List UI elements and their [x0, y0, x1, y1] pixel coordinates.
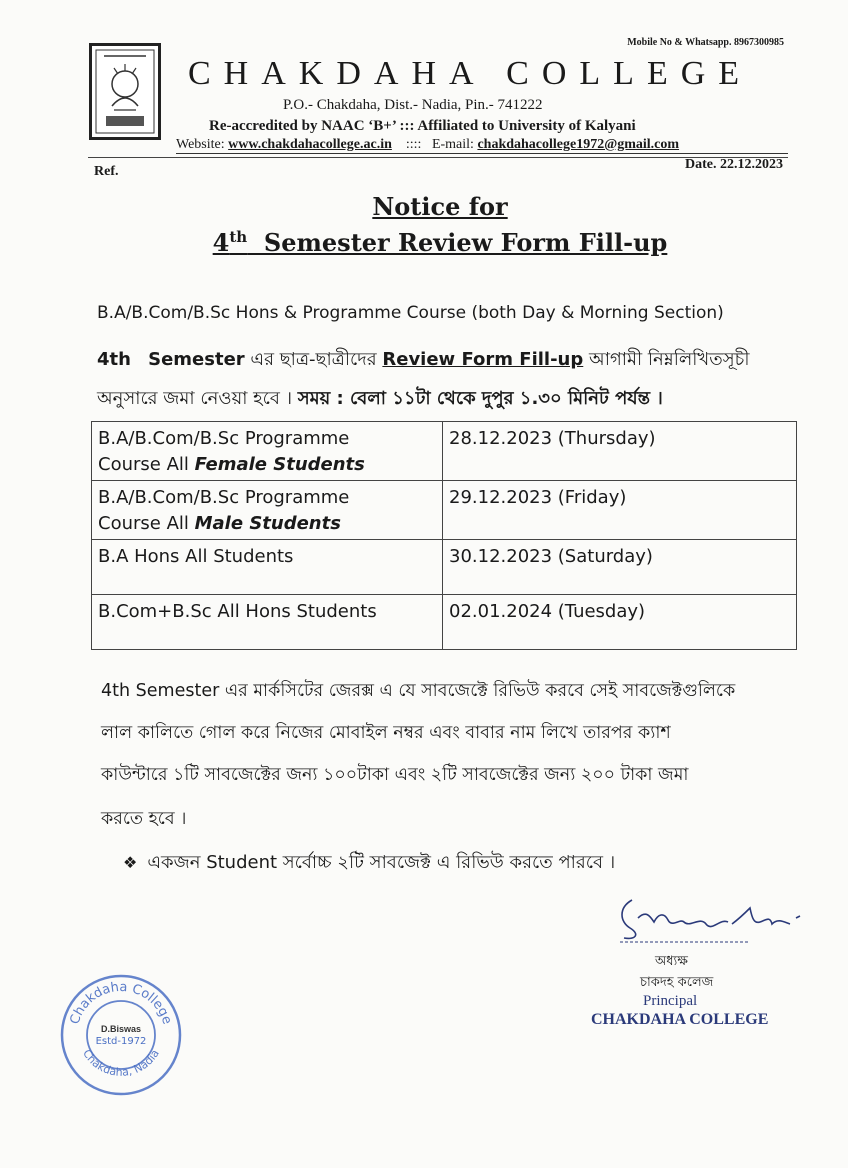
- course-cell: [92, 422, 443, 481]
- course-line1: B.A/B.Com/B.Sc Programme: [98, 487, 350, 508]
- website-link[interactable]: www.chakdahacollege.ac.in: [228, 137, 392, 152]
- seal-top-text: Chakdaha College: [67, 979, 175, 1027]
- seal-estd: Estd-1972: [95, 1036, 147, 1047]
- notice-date: Date. 22.12.2023: [685, 157, 783, 172]
- instruction-line: করতে হবে ।: [101, 809, 187, 829]
- svg-text:Chakdaha, Nadia: [80, 1047, 162, 1079]
- seal-name: D.Biswas: [100, 1024, 142, 1034]
- signatory-college: CHAKDAHA COLLEGE: [591, 1011, 769, 1028]
- instruction-line: লাল কালিতে গোল করে নিজের মোবাইল নম্বর এবং বাবার নাম লিখে তারপর ক্যাশ: [101, 723, 671, 743]
- principal-title: Principal: [643, 993, 698, 1009]
- date-cell: 30.12.2023 (Saturday): [443, 540, 797, 595]
- college-address: P.O.- Chakdaha, Dist.- Nadia, Pin.- 741222: [283, 97, 543, 113]
- review-form-label: Review Form Fill-up: [382, 349, 584, 370]
- principal-title-bn: অধ্যক্ষ: [655, 954, 688, 969]
- reference-label: Ref.: [94, 164, 119, 179]
- semester-paragraph: [97, 345, 750, 376]
- notice-title: Notice for: [372, 192, 508, 221]
- course-paragraph: B.A/B.Com/B.Sc Hons & Programme Course (both Day & Morning Section): [97, 303, 724, 323]
- svg-text:Chakdaha College: [68, 980, 175, 1026]
- table-row: [92, 481, 797, 540]
- title-rest: Semester Review Form Fill-up: [247, 228, 668, 257]
- table-row: [92, 422, 797, 481]
- title-number: 4: [212, 228, 230, 257]
- table-row: [92, 595, 797, 650]
- table-row: [92, 540, 797, 595]
- date-cell: 02.01.2024 (Tuesday): [443, 595, 797, 650]
- principal-signature: [610, 888, 840, 948]
- email-label: E-mail:: [431, 137, 478, 152]
- contact-separator: ::::: [391, 137, 432, 152]
- mobile-number: Mobile No & Whatsapp. 8967300985: [627, 37, 784, 48]
- diamond-bullet-icon: ❖: [123, 853, 138, 872]
- website-label: Website:: [176, 137, 229, 152]
- semester-word: Semester: [148, 349, 245, 370]
- semester-end: আগামী নিম্নলিখিতসূচী: [583, 349, 750, 370]
- course-group: Male Students: [194, 513, 341, 534]
- course-cell: B.Com+B.Sc All Hons Students: [92, 595, 443, 650]
- title-suffix: th: [229, 228, 248, 246]
- notice-subtitle: [0, 228, 848, 257]
- header-rule: [176, 153, 788, 154]
- bullet-note: [123, 848, 615, 879]
- college-name: CHAKDAHA COLLEGE: [188, 55, 753, 92]
- semester-number: 4th: [97, 349, 131, 370]
- contact-line: [176, 137, 679, 153]
- college-name-bn: চাকদহ কলেজ: [640, 975, 714, 990]
- semester-mid: এর ছাত্র-ছাত্রীদের: [244, 349, 383, 370]
- college-logo: [89, 43, 161, 140]
- schedule-table: [91, 421, 797, 650]
- time-paragraph: [97, 384, 663, 415]
- course-cell: B.A Hons All Students: [92, 540, 443, 595]
- course-cell: [92, 481, 443, 540]
- seal-bottom-text: Chakdaha, Nadia: [80, 1047, 162, 1079]
- date-cell: 29.12.2023 (Friday): [443, 481, 797, 540]
- bullet-text: একজন Student সর্বোচ্চ ২টি সাবজেক্ট এ রিভিউ করতে পারবে ।: [147, 852, 616, 873]
- email-link[interactable]: chakdahacollege1972@gmail.com: [477, 137, 680, 152]
- college-seal: [58, 972, 184, 1098]
- date-cell: 28.12.2023 (Thursday): [443, 422, 797, 481]
- course-line2: Course All: [98, 454, 195, 475]
- accreditation-line: Re-accredited by NAAC ‘B+’ ::: Affiliated to University of Kalyani: [209, 118, 636, 134]
- course-line1: B.A/B.Com/B.Sc Programme: [98, 428, 350, 449]
- emblem-icon: [92, 46, 158, 137]
- instruction-line: কাউন্টারে ১টি সাবজেক্টের জন্য ১০০টাকা এবং ২টি সাবজেক্টের জন্য ২০০ টাকা জমা: [101, 765, 689, 785]
- course-line2: Course All: [98, 513, 195, 534]
- course-group: Female Students: [194, 454, 365, 475]
- time-window: সময় : বেলা ১১টা থেকে দুপুর ১.৩০ মিনিট পর্যন্ত ।: [297, 388, 663, 409]
- instruction-line: 4th Semester এর মার্কসিটের জেরক্স এ যে সাবজেক্টে রিভিউ করবে সেই সাবজেক্টগুলিকে: [101, 681, 736, 701]
- header-rule-lower: [88, 157, 788, 158]
- time-intro: অনুসারে জমা নেওয়া হবে ।: [97, 388, 298, 409]
